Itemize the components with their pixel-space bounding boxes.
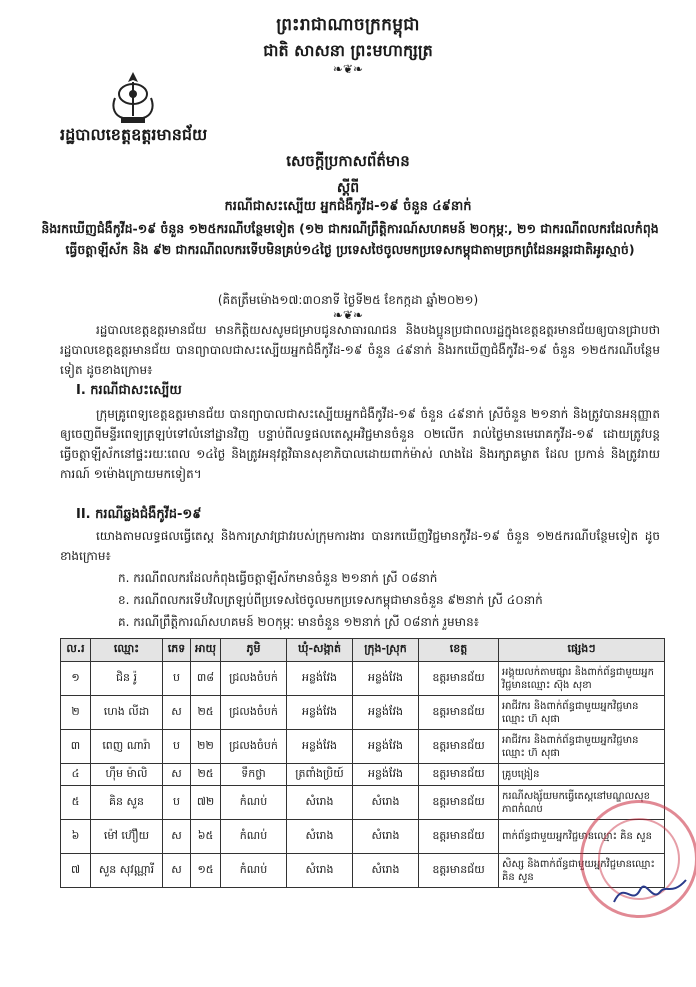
header-no: ល.រ <box>61 639 91 662</box>
cell-no: ២ <box>61 696 91 730</box>
header-province: ខេត្ត <box>419 639 499 662</box>
table-header-row <box>61 639 665 662</box>
list-item: គ. ករណីព្រឹត្តិការណ៍សហគមន៍ ២០កុម្ភៈ មានចំនួន ១២នាក់ ស្រី ០៨នាក់ រួមមាន៖ <box>118 615 479 629</box>
list-item: ខ. ករណីពលករទើបវិលត្រឡប់ពីប្រទេសថៃចូលមកប្រទេសកម្ពុជាមានចំនួន ៩២នាក់ ស្រី ៤០នាក់ <box>118 593 543 607</box>
cell-district: អន្លង់វែង <box>353 696 419 730</box>
cell-age: ៧២ <box>191 786 221 820</box>
header-village: ភូមិ <box>221 639 287 662</box>
cell-notes: អង្គុយលក់តាមផ្សារ និងពាក់ព័ន្ធជាមួយអ្នកវិជ្ជមានឈ្មោះ ស៊ុង សុខា <box>499 662 665 696</box>
cell-notes: ពាក់ព័ន្ធជាមួយអ្នកវិជ្ជមានឈ្មោះ គិន សួន <box>499 820 665 854</box>
cases-table <box>60 638 665 888</box>
cell-province: ឧត្តរមានជ័យ <box>419 764 499 786</box>
subject-line-2: និងរកឃើញជំងឺកូវីដ-១៩ ចំនួន ១២៥ករណីបន្ថែមទៀត (១២ ជាករណីព្រឹត្តិការណ៍សហគមន៍ ២០កុម្ភៈ, ២១ ជាករណីពលករដែលកំពុងធ្វើចត្តាឡីស័ក និង ៩២ ជាករណីពលករទើបមិនគ្រប់១៤ថ្ងៃ ប្រទេសថៃចូលមកប្រទេសកម្ពុជាតាមច្រកព្រំដែនអន្តរជាតិអូរស្មាច់) <box>41 221 659 257</box>
header-name: ឈ្មោះ <box>91 639 163 662</box>
cell-age: ៣៨ <box>191 662 221 696</box>
header-district: ក្រុង-ស្រុក <box>353 639 419 662</box>
table-row <box>61 696 665 730</box>
cell-sex: ស <box>163 854 191 888</box>
cell-name: ជិន រ៉ូ <box>91 662 163 696</box>
table-row <box>61 662 665 696</box>
subject-line-1: ករណីជាសះស្បើយ អ្នកជំងឺកូវីដ-១៩ ចំនួន ៤៩នាក់ <box>224 199 472 214</box>
cell-sex: ប <box>163 730 191 764</box>
cell-name: ហ៊ឹម ម៉ាលិ <box>91 764 163 786</box>
cell-age: ២២ <box>191 730 221 764</box>
cell-no: ៣ <box>61 730 91 764</box>
cell-commune: សំរោង <box>287 854 353 888</box>
cell-no: ៦ <box>61 820 91 854</box>
cell-village: ទឹកថ្លា <box>221 764 287 786</box>
cell-commune: អន្លង់វែង <box>287 696 353 730</box>
signature-icon <box>610 872 690 912</box>
cell-village: ជ្រលងចំបក់ <box>221 696 287 730</box>
royal-emblem-icon <box>105 68 161 126</box>
cell-district: អន្លង់វែង <box>353 662 419 696</box>
document-title: សេចក្តីប្រកាសព័ត៌មាន <box>286 152 410 170</box>
national-motto: ជាតិ សាសនា ព្រះមហាក្សត្រ <box>263 41 433 60</box>
cell-village: ជ្រលងចំបក់ <box>221 730 287 764</box>
cell-notes: អាជីវករ និងពាក់ព័ន្ធជាមួយអ្នកវិជ្ជមានឈ្មោះ ហ៊ សុផា <box>499 730 665 764</box>
header-commune: ឃុំ-សង្កាត់ <box>287 639 353 662</box>
cell-province: ឧត្តរមានជ័យ <box>419 696 499 730</box>
cell-sex: ប <box>163 662 191 696</box>
list-item: ក. ករណីពលករដែលកំពុងធ្វើចត្តាឡីស័កមានចំនួន ២១នាក់ ស្រី ០៨នាក់ <box>118 571 438 585</box>
cell-commune: សំរោង <box>287 820 353 854</box>
dateline: (គិតត្រឹមម៉ោង១៧:៣០នាទី ថ្ងៃទី២៥ ខែកក្កដា ឆ្នាំ២០២១) <box>217 293 479 307</box>
cell-no: ៧ <box>61 854 91 888</box>
cell-name: សួន សុវណ្ណារី <box>91 854 163 888</box>
cell-age: ១៥ <box>191 854 221 888</box>
table-row <box>61 786 665 820</box>
cell-notes: ករណីសង្ស័យមកធ្វើតេស្តនៅមណ្ឌលសុខភាពកំណប់ <box>499 786 665 820</box>
cell-province: ឧត្តរមានជ័យ <box>419 730 499 764</box>
cell-village: កំណប់ <box>221 820 287 854</box>
table-row <box>61 730 665 764</box>
cell-no: ៤ <box>61 764 91 786</box>
cell-sex: ប <box>163 786 191 820</box>
cell-commune: សំរោង <box>287 786 353 820</box>
cell-no: ៥ <box>61 786 91 820</box>
table-row <box>61 764 665 786</box>
ornament-divider-mid: ❧❦❧ <box>332 308 364 322</box>
cell-age: ២៥ <box>191 764 221 786</box>
section-1-heading: I. ករណីជាសះស្បើយ <box>76 383 182 398</box>
cell-district: អន្លង់វែង <box>353 764 419 786</box>
header-age: អាយុ <box>191 639 221 662</box>
section-2-text: យោងតាមលទ្ធផលធ្វើតេស្ត និងការស្រាវជ្រាវរបស់ក្រុមការងារ បានរកឃើញវិជ្ជមានកូវីដ-១៩ ចំនួន ១២៥ករណីបន្ថែមទៀត ដូចខាងក្រោម៖ <box>60 529 660 563</box>
section-1-text: ក្រុមគ្រូពេទ្យខេត្តឧត្តរមានជ័យ បានព្យាបាលជាសះស្បើយអ្នកជំងឺកូវីដ-១៩ ចំនួន ៤៩នាក់ ស្រីចំនួន ២១នាក់ និងត្រូវបានអនុញ្ញាតឲ្យចេញពីមន្ទីរពេទ្យត្រឡប់ទៅលំនៅដ្ឋានវិញ បន្ទាប់ពីលទ្ធផលតេស្តអវិជ្ជមានចំនួន ០២លើក រាល់ថ្ងៃមានមេរោគកូវីដ-១៩ ដោយត្រូវបន្តធ្វើចត្តាឡីស័កនៅផ្ទះរយៈពេល ១៤ថ្ងៃ និងត្រូវអនុវត្តវិធានសុខាភិបាលដោយពាក់ម៉ាស់ លាងដៃ និងរក្សាគម្លាត ដែល ប្រកាន់ និងត្រូវរាយការណ៍ ១ម៉ោងក្រោយមកទៀត។ <box>60 407 660 481</box>
issuing-authority: រដ្ឋបាលខេត្តឧត្តរមានជ័យ <box>60 125 208 144</box>
cell-district: សំរោង <box>353 786 419 820</box>
cell-commune: អន្លង់វែង <box>287 662 353 696</box>
cell-name: ពេញ ណារ៉ា <box>91 730 163 764</box>
cell-village: កំណប់ <box>221 854 287 888</box>
cell-district: សំរោង <box>353 820 419 854</box>
cell-commune: ត្រពាំងប្រិយ៍ <box>287 764 353 786</box>
ornament-divider: ❧❦❧ <box>332 62 364 76</box>
cell-commune: អន្លង់វែង <box>287 730 353 764</box>
section-2-heading: II. ករណីឆ្លងជំងឺកូវីដ-១៩ <box>76 507 202 522</box>
cell-province: ឧត្តរមានជ័យ <box>419 820 499 854</box>
cell-village: កំណប់ <box>221 786 287 820</box>
table-row <box>61 854 665 888</box>
kingdom-heading: ព្រះរាជាណាចក្រកម្ពុជា <box>276 15 420 35</box>
cell-notes: អាជីវករ និងពាក់ព័ន្ធជាមួយអ្នកវិជ្ជមានឈ្មោះ ហ៊ សុផា <box>499 696 665 730</box>
cell-province: ឧត្តរមានជ័យ <box>419 854 499 888</box>
cell-sex: ស <box>163 696 191 730</box>
cell-province: ឧត្តរមានជ័យ <box>419 662 499 696</box>
cell-no: ១ <box>61 662 91 696</box>
about-label: ស្តីពី <box>336 180 360 196</box>
cell-district: អន្លង់វែង <box>353 730 419 764</box>
cell-name: ម៉ៅ ហ៊ឿយ <box>91 820 163 854</box>
cell-name: ហេង លីដា <box>91 696 163 730</box>
cell-district: សំរោង <box>353 854 419 888</box>
cell-province: ឧត្តរមានជ័យ <box>419 786 499 820</box>
cell-notes: សិស្ស និងពាក់ព័ន្ធជាមួយអ្នកវិជ្ជមានឈ្មោះ គិន សួន <box>499 854 665 888</box>
intro-paragraph: រដ្ឋបាលខេត្តឧត្តរមានជ័យ មានកិត្តិយសសូមជម្រាបជូនសាធារណជន និងបងប្អូនប្រជាពលរដ្ឋក្នុងខេត្តឧត្តរមានជ័យឲ្យបានជ្រាបថា រដ្ឋបាលខេត្តឧត្តរមានជ័យ បានព្យាបាលជាសះស្បើយអ្នកជំងឺកូវីដ-១៩ ចំនួន ៤៩នាក់ និងរកឃើញជំងឺកូវីដ-១៩ ចំនួន ១២៥ករណីបន្ថែមទៀត ដូចខាងក្រោម៖ <box>60 323 660 377</box>
cell-village: ជ្រលងចំបក់ <box>221 662 287 696</box>
cell-age: ២៥ <box>191 696 221 730</box>
cell-sex: ស <box>163 820 191 854</box>
cell-notes: គ្រូបង្រៀន <box>499 764 665 786</box>
cell-sex: ស <box>163 764 191 786</box>
cell-name: គិន សួន <box>91 786 163 820</box>
header-notes: ផ្សេងៗ <box>499 639 665 662</box>
cell-age: ៦៥ <box>191 820 221 854</box>
header-sex: ភេទ <box>163 639 191 662</box>
table-row <box>61 820 665 854</box>
